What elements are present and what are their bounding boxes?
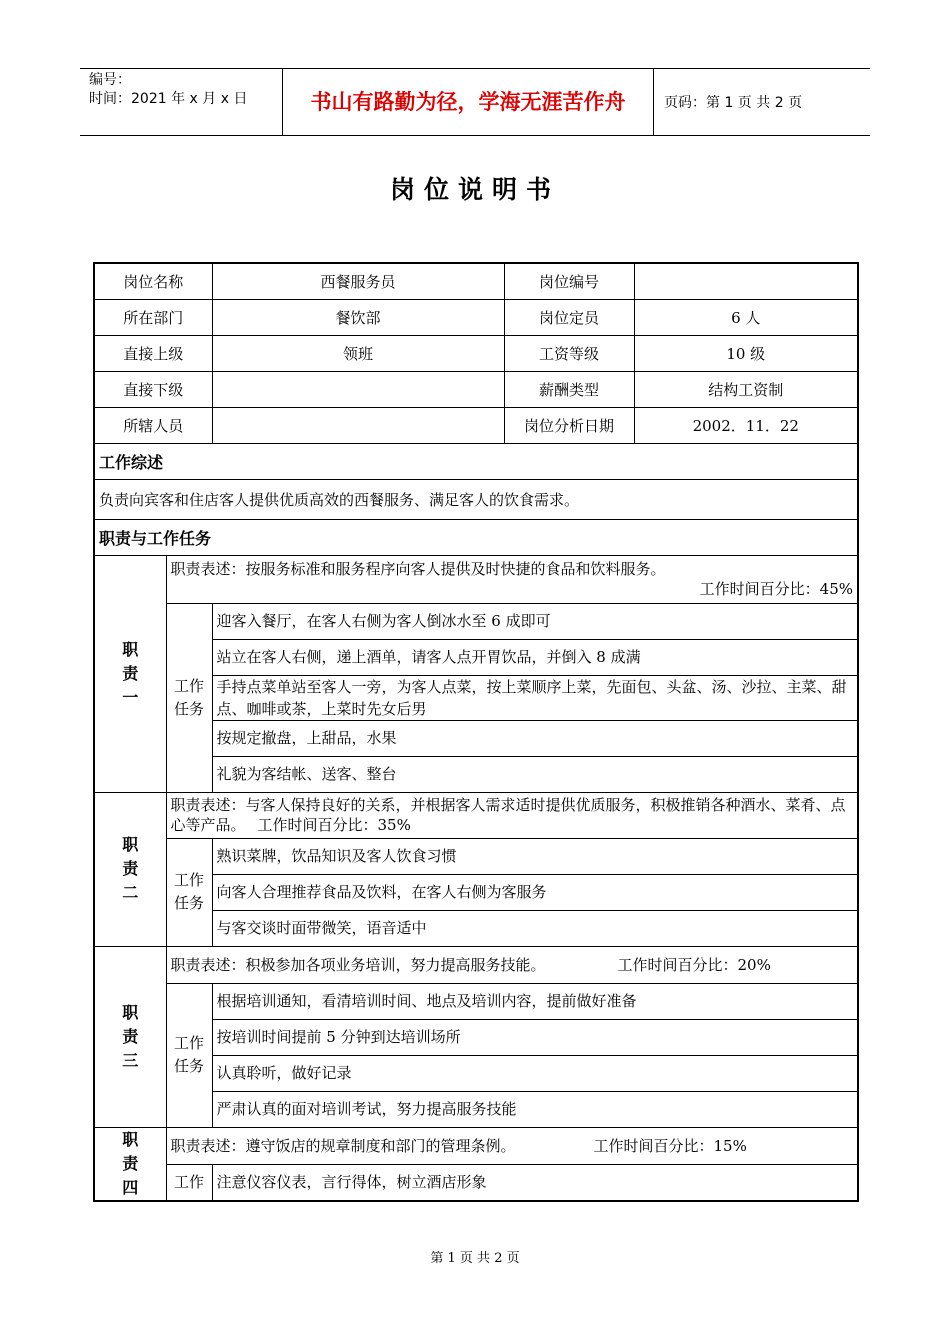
summary-heading-row — [94, 443, 858, 479]
task-label: 工作 — [166, 1164, 212, 1200]
task-row — [94, 603, 858, 639]
duty-name-char: 职 — [122, 835, 139, 854]
info-row — [94, 407, 858, 443]
duty-name-char: 职 — [122, 639, 139, 659]
info-row — [94, 335, 858, 371]
duty-name-char: 一 — [122, 687, 139, 707]
duty-name-char: 责 — [122, 663, 139, 683]
duty-name — [94, 792, 166, 946]
task-row — [94, 838, 858, 874]
duties-heading: 职责与工作任务 — [94, 519, 858, 555]
task-item: 熟识菜牌，饮品知识及客人饮食习惯 — [212, 838, 858, 874]
info-value — [634, 263, 858, 299]
duties-heading-row — [94, 519, 858, 555]
task-item: 按规定撤盘，上甜品，水果 — [212, 720, 858, 756]
duty-percentage: 工作时间百分比：35% — [257, 816, 411, 834]
duty-description — [166, 555, 858, 603]
info-key: 工资等级 — [504, 335, 634, 371]
info-value: 领班 — [212, 335, 504, 371]
duty-desc-row — [94, 792, 858, 838]
summary-text-row — [94, 479, 858, 519]
duty-name — [94, 1127, 166, 1201]
task-item: 注意仪容仪表，言行得体，树立酒店形象 — [212, 1164, 858, 1200]
info-value: 结构工资制 — [634, 371, 858, 407]
info-key: 岗位编号 — [504, 263, 634, 299]
info-value: 西餐服务员 — [212, 263, 504, 299]
duty-description-text: 职责表述：遵守饭店的规章制度和部门的管理条例。 — [170, 1136, 516, 1155]
info-value: 2002．11．22 — [634, 407, 858, 443]
info-key: 直接上级 — [94, 335, 212, 371]
info-key: 岗位分析日期 — [504, 407, 634, 443]
page-footer: 第 1 页 共 2 页 — [430, 1251, 520, 1266]
info-key: 岗位名称 — [94, 263, 212, 299]
duty-name-char: 职 — [122, 1129, 139, 1149]
duty-description — [166, 792, 858, 838]
task-item: 站立在客人右侧，递上酒单，请客人点开胃饮品，并倒入 8 成满 — [212, 639, 858, 675]
duty-percentage: 工作时间百分比：20% — [617, 955, 771, 974]
info-row — [94, 263, 858, 299]
info-key: 薪酬类型 — [504, 371, 634, 407]
duty-name-char: 职 — [122, 1002, 139, 1022]
duty-percentage: 工作时间百分比：15% — [593, 1136, 747, 1155]
date-label: 时间：2021 年 x 月 x 日 — [89, 91, 248, 107]
task-label: 工作任务 — [166, 838, 212, 946]
info-row — [94, 371, 858, 407]
number-label: 编号： — [89, 72, 131, 88]
info-key: 直接下级 — [94, 371, 212, 407]
info-value — [212, 407, 504, 443]
duty-name-char: 四 — [122, 1177, 139, 1197]
task-item: 认真聆听，做好记录 — [212, 1055, 858, 1091]
duty-name-char: 二 — [122, 883, 139, 902]
task-item: 根据培训通知，看清培训时间、地点及培训内容，提前做好准备 — [212, 983, 858, 1019]
info-key: 岗位定员 — [504, 299, 634, 335]
page-header — [80, 68, 870, 136]
task-row — [94, 1164, 858, 1200]
summary-heading: 工作综述 — [94, 443, 858, 479]
duty-description — [166, 1127, 858, 1164]
task-item: 严肃认真的面对培训考试，努力提高服务技能 — [212, 1091, 858, 1127]
motto: 书山有路勤为径，学海无涯苦作舟 — [282, 69, 654, 135]
info-value: 餐饮部 — [212, 299, 504, 335]
info-row — [94, 299, 858, 335]
task-label: 工作任务 — [166, 983, 212, 1127]
task-item: 迎客入餐厅，在客人右侧为客人倒冰水至 6 成即可 — [212, 603, 858, 639]
document-title: 岗位说明书 — [389, 175, 560, 204]
duty-desc-row — [94, 946, 858, 983]
duty-name-char: 责 — [122, 859, 139, 878]
info-key: 所辖人员 — [94, 407, 212, 443]
task-item: 向客人合理推荐食品及饮料，在客人右侧为客服务 — [212, 874, 858, 910]
duty-name-char: 责 — [122, 1026, 139, 1046]
summary-text: 负责向宾客和住店客人提供优质高效的西餐服务、满足客人的饮食需求。 — [94, 479, 858, 519]
task-item: 手持点菜单站至客人一旁，为客人点菜，按上菜顺序上菜，先面包、头盆、汤、沙拉、主菜、甜点、咖啡或茶，上菜时先女后男 — [212, 675, 858, 720]
task-row — [94, 983, 858, 1019]
info-value: 6 人 — [634, 299, 858, 335]
duty-description — [166, 946, 858, 983]
page-indicator: 页码：第 1 页 共 2 页 — [664, 95, 803, 111]
job-description-table — [93, 262, 859, 1202]
duty-name — [94, 555, 166, 792]
info-value: 10 级 — [634, 335, 858, 371]
info-key: 所在部门 — [94, 299, 212, 335]
duty-description-text: 职责表述：按服务标准和服务程序向客人提供及时快捷的食品和饮料服务。 — [170, 560, 666, 578]
duty-name-char: 责 — [122, 1153, 139, 1173]
duty-name — [94, 946, 166, 1127]
task-item: 礼貌为客结帐、送客、整台 — [212, 756, 858, 792]
duty-name-char: 三 — [122, 1050, 139, 1070]
duty-desc-row — [94, 1127, 858, 1164]
task-item: 按培训时间提前 5 分钟到达培训场所 — [212, 1019, 858, 1055]
info-value — [212, 371, 504, 407]
duty-description-text: 职责表述：与客人保持良好的关系，并根据客人需求适时提供优质服务，积极推销各种酒水、菜肴、点心等产品。 — [170, 796, 846, 834]
duty-description-text: 职责表述：积极参加各项业务培训，努力提高服务技能。 — [170, 955, 546, 974]
task-label: 工作任务 — [166, 603, 212, 792]
duty-desc-row — [94, 555, 858, 603]
duty-percentage: 工作时间百分比：45% — [699, 580, 854, 598]
task-item: 与客交谈时面带微笑，语音适中 — [212, 910, 858, 946]
header-meta — [80, 69, 282, 135]
